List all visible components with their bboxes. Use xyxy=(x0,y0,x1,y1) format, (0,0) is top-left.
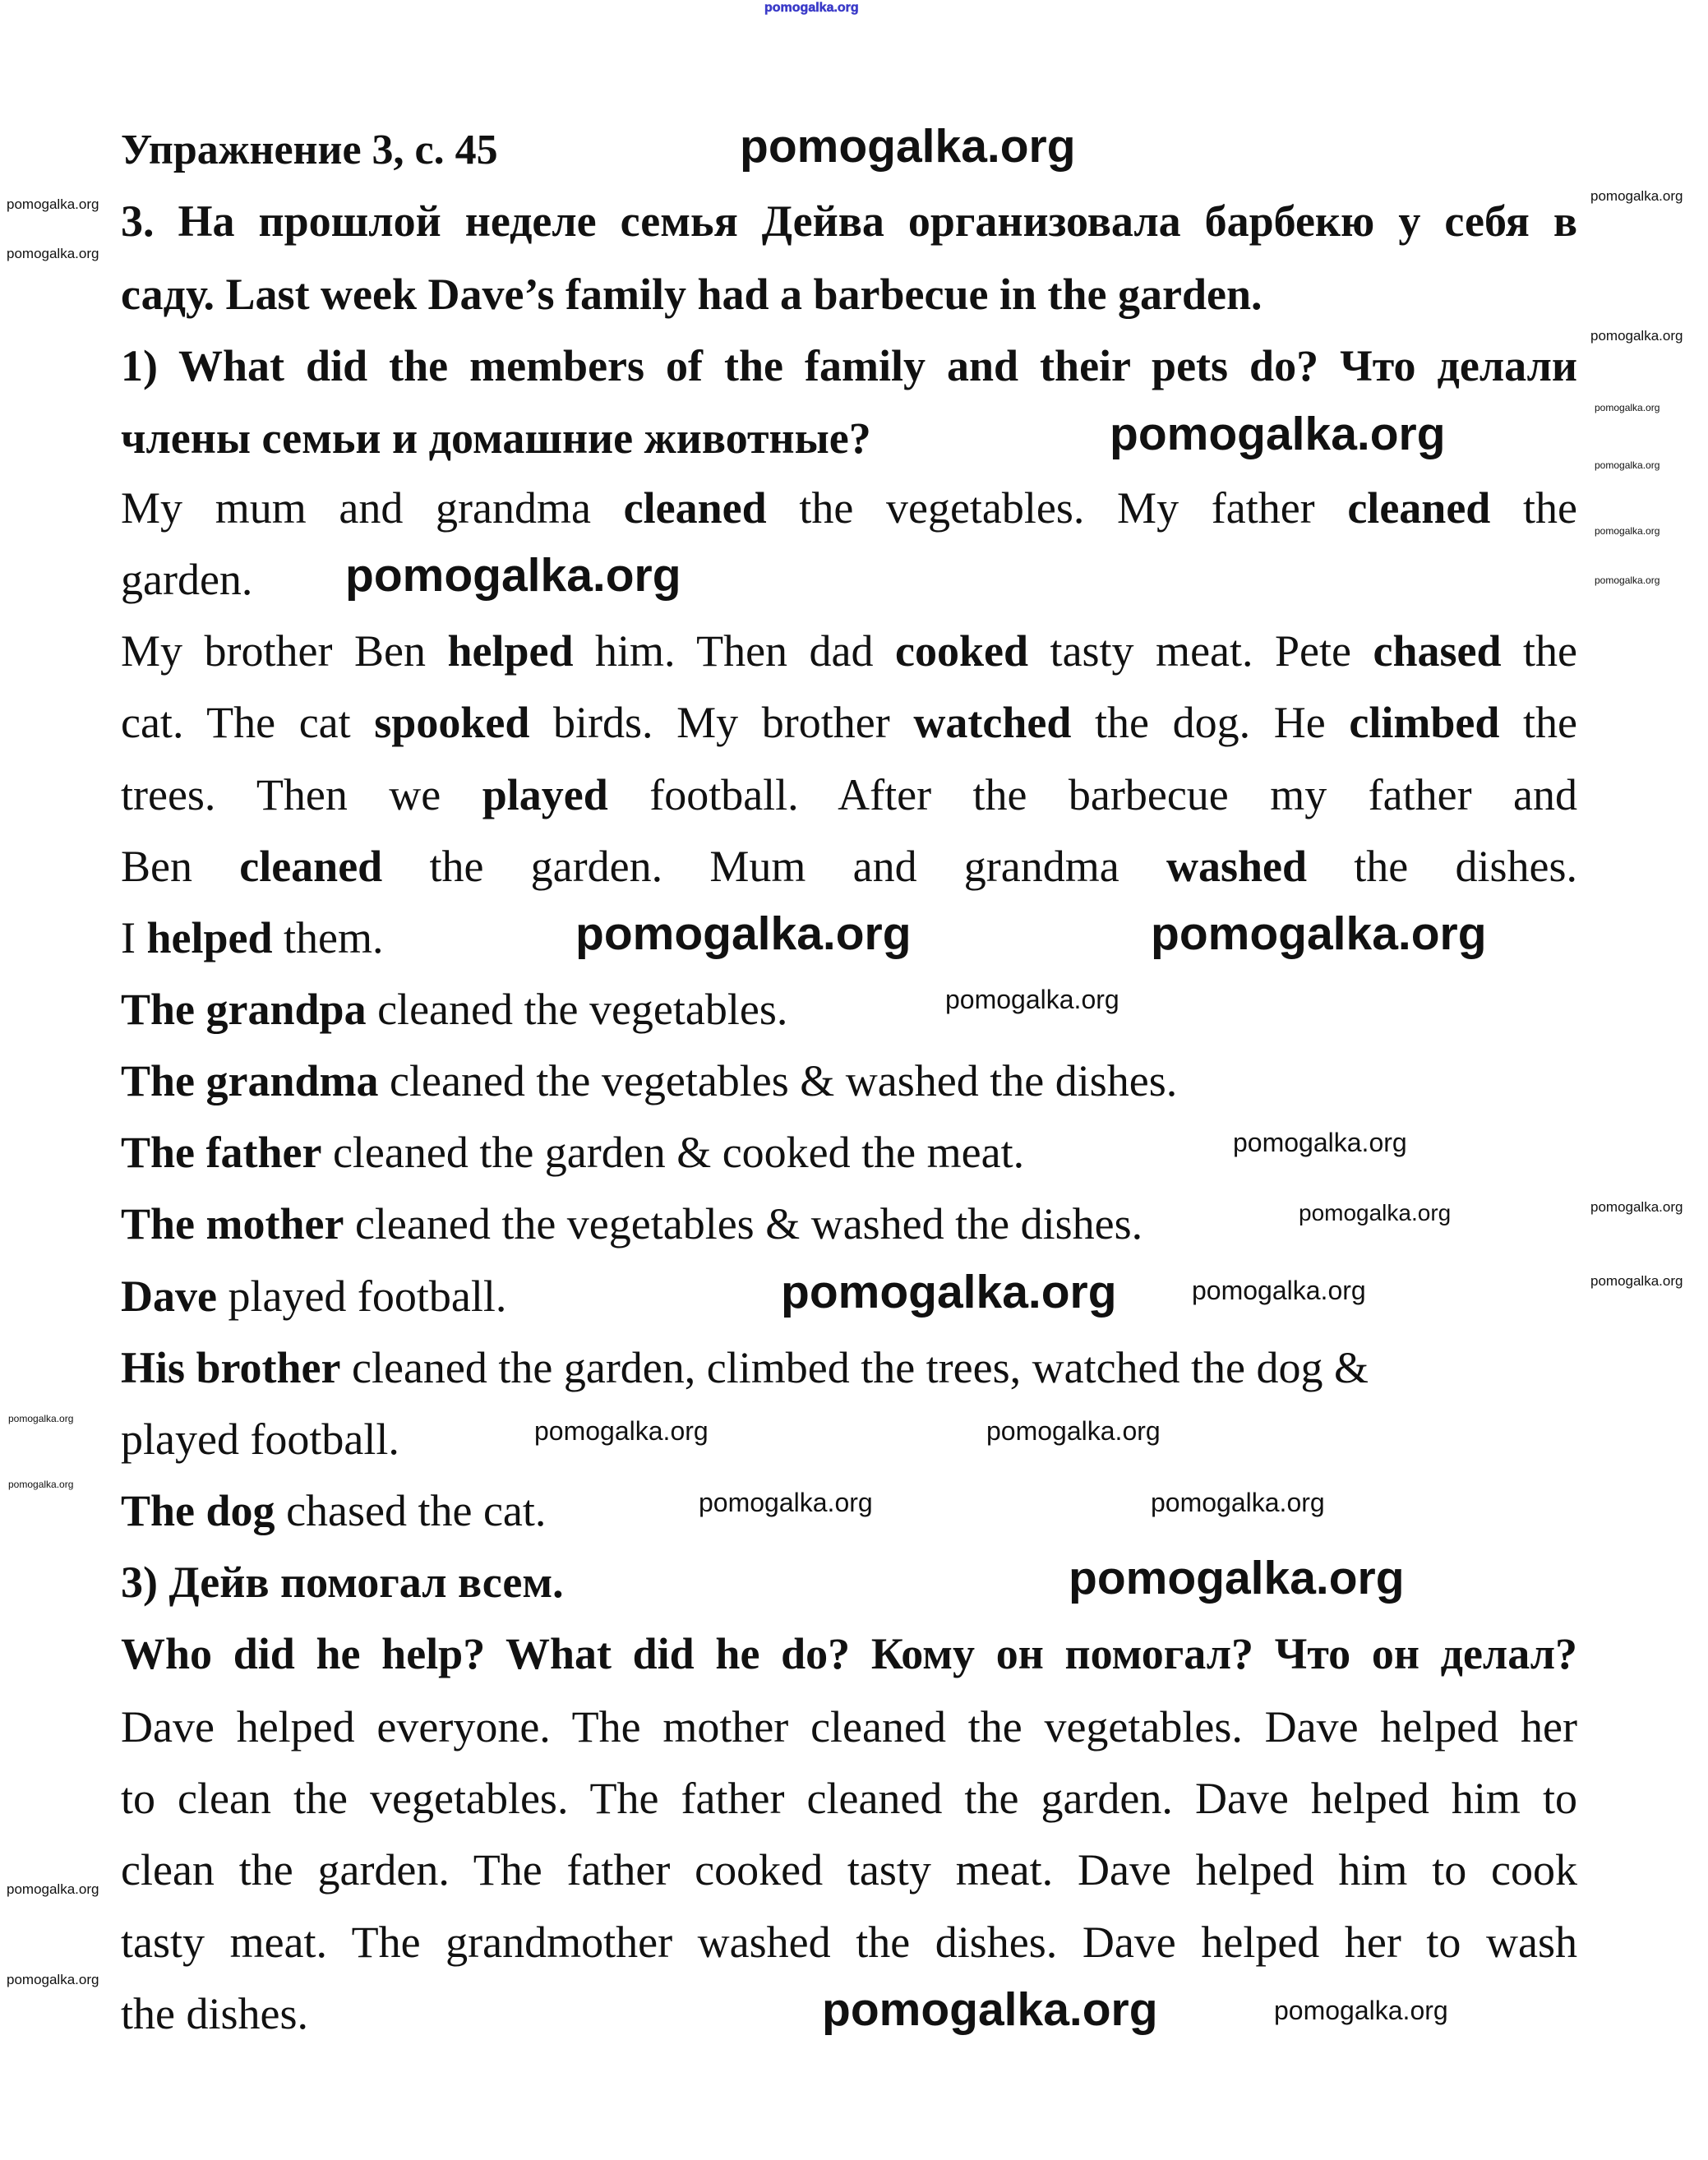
text-line xyxy=(121,1261,506,1332)
watermark: pomogalka.org xyxy=(7,246,99,261)
text-segment: the xyxy=(1499,698,1577,747)
text-segment: the xyxy=(1501,626,1577,676)
text-line xyxy=(121,1763,1577,1835)
text-segment: chased the cat. xyxy=(275,1486,547,1535)
bold-text: 3) Дейв помогал всем. xyxy=(121,1558,564,1607)
text-segment: My mum and grandma xyxy=(121,483,624,533)
text-segment: cat. The cat xyxy=(121,698,375,747)
text-segment: the dog. He xyxy=(1071,698,1350,747)
bold-text: cooked xyxy=(895,626,1029,676)
watermark: pomogalka.org xyxy=(7,1881,99,1897)
text-line xyxy=(121,759,1577,831)
text-line xyxy=(121,616,1577,687)
bold-text: Dave xyxy=(121,1272,217,1321)
bold-text: саду. Last week Dave’s family had a barbecue in the garden. xyxy=(121,270,1263,319)
text-segment: birds. My brother xyxy=(529,698,914,747)
text-line xyxy=(121,186,1577,257)
text-line xyxy=(121,473,1577,544)
watermark: pomogalka.org xyxy=(1590,328,1683,344)
text-segment: cleaned the vegetables & washed the dishes. xyxy=(378,1056,1178,1105)
watermark-top: pomogalka.org xyxy=(764,1,859,15)
text-line xyxy=(121,1117,1024,1188)
bold-text: played xyxy=(482,770,608,819)
watermark: pomogalka.org xyxy=(945,985,1119,1014)
watermark: pomogalka.org xyxy=(534,1416,709,1446)
watermark: pomogalka.org xyxy=(740,120,1076,173)
exercise-title xyxy=(121,114,498,186)
bold-text: 1) What did the members of the family and their pets do? Что делали xyxy=(121,341,1577,390)
text-line xyxy=(121,1618,1577,1690)
watermark: pomogalka.org xyxy=(1595,459,1660,471)
text-segment: trees. Then we xyxy=(121,770,482,819)
bold-text: spooked xyxy=(374,698,530,747)
bold-text: 3. На прошлой неделе семья Дейва организовала барбекю у себя в xyxy=(121,196,1577,246)
text-line xyxy=(121,544,252,616)
watermark: pomogalka.org xyxy=(986,1416,1161,1446)
text-segment: garden. xyxy=(121,555,253,604)
bold-text: cleaned xyxy=(1347,483,1491,533)
bold-text: cleaned xyxy=(623,483,767,533)
text-segment: the xyxy=(1490,483,1577,533)
watermark: pomogalka.org xyxy=(822,1983,1158,2036)
text-line xyxy=(121,259,1263,330)
text-segment: Ben xyxy=(121,842,240,891)
watermark: pomogalka.org xyxy=(575,907,912,960)
text-segment: tasty meat. The grandmother washed the dishes. Dave helped her to wash xyxy=(121,1918,1577,1967)
text-line xyxy=(121,1188,1143,1260)
text-segment: the garden. Mum and grandma xyxy=(382,842,1166,891)
text-line xyxy=(121,1978,308,2050)
text-segment: clean the garden. The father cooked tasty meat. Dave helped him to cook xyxy=(121,1845,1577,1895)
bold-text: The grandma xyxy=(121,1056,379,1105)
text-line xyxy=(121,902,384,974)
text-segment: him. Then dad xyxy=(573,626,896,676)
text-line xyxy=(121,1404,399,1475)
bold-text: The mother xyxy=(121,1199,344,1248)
bold-text: The dog xyxy=(121,1486,275,1535)
bold-text: Упражнение 3, с. 45 xyxy=(121,127,498,173)
text-segment: the dishes. xyxy=(1307,842,1577,891)
bold-text: helped xyxy=(146,913,273,962)
bold-text: The father xyxy=(121,1128,322,1177)
text-segment: the vegetables. My father xyxy=(766,483,1348,533)
text-segment: football. After the barbecue my father and xyxy=(607,770,1577,819)
watermark: pomogalka.org xyxy=(1590,1199,1683,1215)
watermark: pomogalka.org xyxy=(1595,575,1660,586)
text-segment: played football. xyxy=(121,1415,399,1464)
text-segment: them. xyxy=(272,913,384,962)
watermark: pomogalka.org xyxy=(7,196,99,212)
watermark: pomogalka.org xyxy=(781,1266,1117,1318)
bold-text: chased xyxy=(1373,626,1502,676)
text-line xyxy=(121,1475,546,1547)
text-segment: the dishes. xyxy=(121,1989,308,2038)
watermark: pomogalka.org xyxy=(1110,408,1446,460)
text-line xyxy=(121,330,1577,402)
text-line xyxy=(121,831,1577,902)
bold-text: watched xyxy=(913,698,1072,747)
bold-text: Who did he help? What did he do? Кому он помогал? Что он делал? xyxy=(121,1629,1577,1678)
text-segment: cleaned the vegetables. xyxy=(366,985,788,1034)
watermark: pomogalka.org xyxy=(1069,1552,1405,1604)
text-segment: cleaned the garden & cooked the meat. xyxy=(321,1128,1025,1177)
text-line xyxy=(121,687,1577,759)
text-line xyxy=(121,403,871,474)
text-segment: Dave helped everyone. The mother cleaned the vegetables. Dave helped her xyxy=(121,1702,1577,1752)
text-segment: My brother Ben xyxy=(121,626,448,676)
text-line xyxy=(121,1045,1177,1117)
text-segment: cleaned the vegetables & washed the dishes. xyxy=(344,1199,1143,1248)
bold-text: climbed xyxy=(1349,698,1500,747)
watermark: pomogalka.org xyxy=(1595,525,1660,537)
text-line xyxy=(121,1692,1577,1763)
watermark: pomogalka.org xyxy=(7,1972,99,1987)
bold-text: His brother xyxy=(121,1343,341,1392)
watermark: pomogalka.org xyxy=(1595,402,1660,413)
watermark: pomogalka.org xyxy=(345,549,681,602)
watermark: pomogalka.org xyxy=(1274,1996,1448,2025)
bold-text: helped xyxy=(447,626,574,676)
watermark: pomogalka.org xyxy=(1151,1488,1325,1517)
text-segment: I xyxy=(121,913,147,962)
watermark: pomogalka.org xyxy=(8,1413,74,1424)
text-line xyxy=(121,974,787,1045)
watermark: pomogalka.org xyxy=(1233,1128,1407,1157)
watermark: pomogalka.org xyxy=(8,1479,74,1490)
bold-text: The grandpa xyxy=(121,985,367,1034)
watermark: pomogalka.org xyxy=(1590,1273,1683,1289)
text-segment: tasty meat. Pete xyxy=(1028,626,1373,676)
watermark: pomogalka.org xyxy=(699,1488,873,1517)
text-line xyxy=(121,1547,564,1618)
watermark: pomogalka.org xyxy=(1590,188,1683,204)
bold-text: cleaned xyxy=(239,842,383,891)
watermark: pomogalka.org xyxy=(1192,1276,1366,1305)
text-segment: to clean the vegetables. The father cleaned the garden. Dave helped him to xyxy=(121,1774,1577,1823)
watermark: pomogalka.org xyxy=(1151,907,1487,960)
text-segment: cleaned the garden, climbed the trees, watched the dog & xyxy=(340,1343,1369,1392)
watermark: pomogalka.org xyxy=(1299,1200,1452,1225)
text-line xyxy=(121,1332,1369,1404)
bold-text: члены семьи и домашние животные? xyxy=(121,413,871,463)
text-segment: played football. xyxy=(216,1272,507,1321)
text-line xyxy=(121,1907,1577,1978)
bold-text: washed xyxy=(1166,842,1308,891)
text-line xyxy=(121,1835,1577,1906)
